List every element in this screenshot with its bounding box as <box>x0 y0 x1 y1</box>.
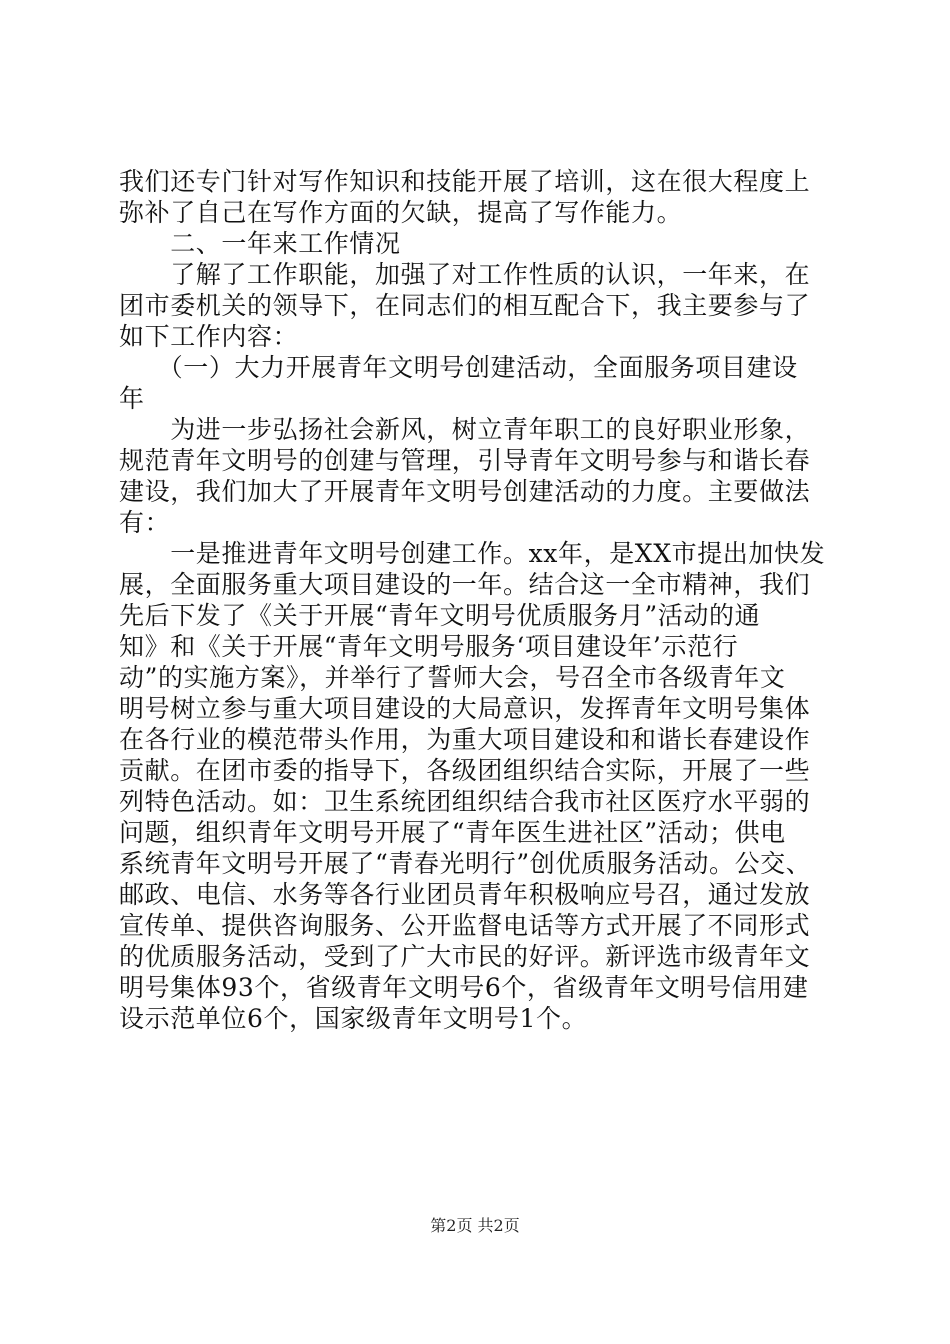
text-line: 规范青年文明号的创建与管理，引导青年文明号参与和谐长春 <box>119 446 811 475</box>
text-line: 展，全面服务重大项目建设的一年。结合这一全市精神，我们 <box>119 570 811 599</box>
text-line: 为进一步弘扬社会新风，树立青年职工的良好职业形象， <box>119 415 811 444</box>
section-heading: 二、一年来工作情况 <box>119 229 401 258</box>
text-line: 动”的实施方案》，并举行了誓师大会，号召全市各级青年文 <box>119 663 786 692</box>
text-line: 明号树立参与重大项目建设的大局意识，发挥青年文明号集体 <box>119 694 811 723</box>
document-body <box>119 166 839 1034</box>
text-line: 知》和《关于开展“青年文明号服务‘项目建设年’示范行 <box>119 632 739 661</box>
text-line: 的优质服务活动，受到了广大市民的好评。新评选市级青年文 <box>119 942 811 971</box>
text-line: 宣传单、提供咨询服务、公开监督电话等方式开展了不同形式 <box>119 911 811 940</box>
text-line: 弥补了自己在写作方面的欠缺，提高了写作能力。 <box>119 198 683 227</box>
text-line: 明号集体93个，省级青年文明号6个，省级青年文明号信用建 <box>119 973 809 1002</box>
text-line: 设示范单位6个，国家级青年文明号1个。 <box>119 1004 588 1033</box>
text-line: 如下工作内容： <box>119 322 299 351</box>
text-line: 有： <box>119 508 171 537</box>
page-footer: 第2页 共2页 <box>430 1216 520 1235</box>
text-line: 系统青年文明号开展了“青春光明行”创优质服务活动。公交、 <box>119 849 812 878</box>
text-line: 问题，组织青年文明号开展了“青年医生进社区”活动；供电 <box>119 818 786 847</box>
text-line: 一是推进青年文明号创建工作。xx年，是XX市提出加快发 <box>119 539 826 568</box>
text-line: 建设，我们加大了开展青年文明号创建活动的力度。主要做法 <box>119 477 811 506</box>
text-line: 我们还专门针对写作知识和技能开展了培训，这在很大程度上 <box>119 167 811 196</box>
subsection-heading: 年 <box>119 384 145 413</box>
text-line: 先后下发了《关于开展“青年文明号优质服务月”活动的通 <box>119 601 761 630</box>
text-line: 列特色活动。如：卫生系统团组织结合我市社区医疗水平弱的 <box>119 787 811 816</box>
text-line: 在各行业的模范带头作用，为重大项目建设和和谐长春建设作 <box>119 725 811 754</box>
text-line: 团市委机关的领导下，在同志们的相互配合下，我主要参与了 <box>119 291 811 320</box>
text-line: 邮政、电信、水务等各行业团员青年积极响应号召，通过发放 <box>119 880 811 909</box>
subsection-heading: （一）大力开展青年文明号创建活动，全面服务项目建设 <box>119 353 798 382</box>
text-line: 了解了工作职能，加强了对工作性质的认识，一年来，在 <box>119 260 811 289</box>
text-line: 贡献。在团市委的指导下，各级团组织结合实际，开展了一些 <box>119 756 811 785</box>
